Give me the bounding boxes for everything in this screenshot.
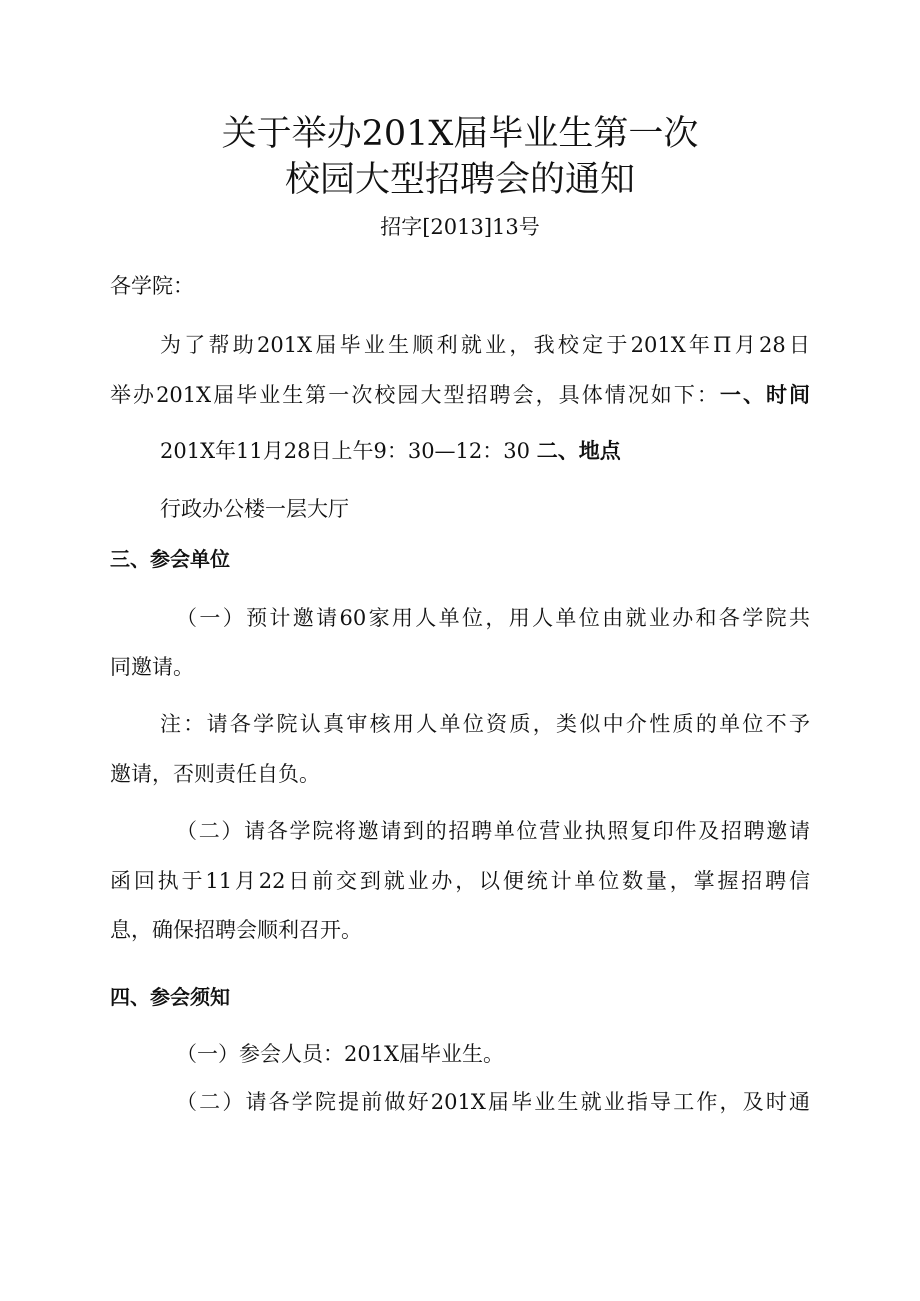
units-p2-line3: 息，确保招聘会顺利召开。 (110, 918, 362, 942)
document-title-line2: 校园大型招聘会的通知 (284, 160, 635, 200)
note-line2: 邀请，否则责任自负。 (110, 762, 320, 786)
intro-line-2-text: 举办201X届毕业生第一次校园大型招聘会，具体情况如下： (110, 383, 720, 407)
units-p2-line1: （二）请各学院将邀请到的招聘单位营业执照复印件及招聘邀请 (176, 819, 810, 843)
place-text: 行政办公楼一层大厅 (160, 497, 349, 521)
units-p2-line2: 函回执于11月22日前交到就业办，以便统计单位数量，掌握招聘信 (110, 869, 810, 893)
document-number: 招字[2013]13号 (380, 215, 540, 239)
units-p1-line2: 同邀请。 (110, 655, 194, 679)
notice-p2-line1: （二）请各学院提前做好201X届毕业生就业指导工作，及时通 (176, 1090, 810, 1114)
heading-place: 二、地点 (536, 439, 621, 463)
document-title-line1: 关于举办201X届毕业生第一次 (221, 114, 699, 154)
intro-line-2 (110, 380, 810, 410)
heading-notice: 四、参会须知 (110, 985, 230, 1009)
salutation: 各学院： (110, 274, 194, 298)
note-line1: 注：请各学院认真审核用人单位资质，类似中介性质的单位不予 (160, 712, 810, 736)
units-p1-line1: （一）预计邀请60家用人单位，用人单位由就业办和各学院共 (176, 606, 810, 630)
time-text: 201X年11月28日上午9：30—12：30 (160, 439, 531, 463)
heading-time: 一、时间 (719, 383, 811, 407)
intro-line-1: 为了帮助201X届毕业生顺利就业，我校定于201X年Π月28日 (160, 333, 810, 357)
notice-p1: （一）参会人员：201X届毕业生。 (176, 1042, 505, 1066)
heading-units: 三、参会单位 (110, 547, 230, 571)
time-line (160, 436, 621, 466)
